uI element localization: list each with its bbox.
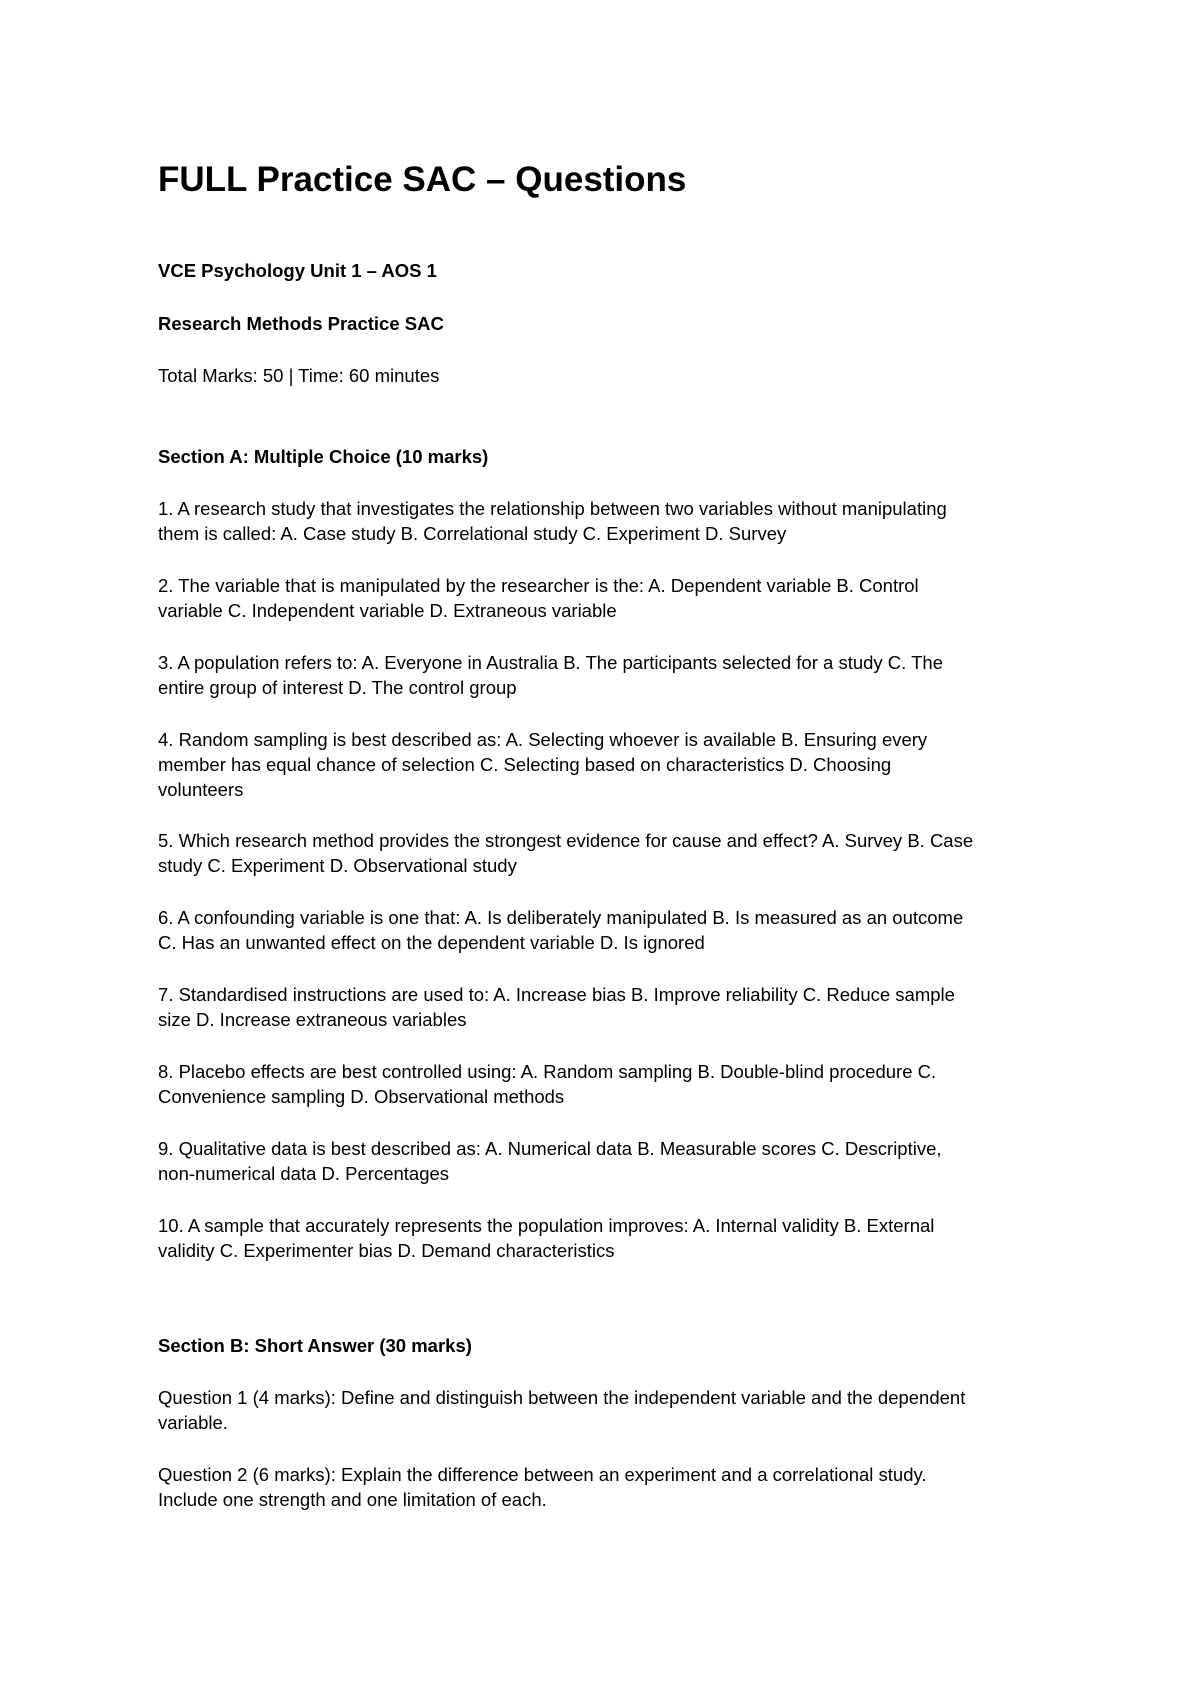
mc-question-5: [158, 828, 1058, 878]
question-line: Include one strength and one limitation of each.: [158, 1489, 547, 1510]
document-title: FULL Practice SAC – Questions: [158, 160, 687, 199]
section-b-heading: Section B: Short Answer (30 marks): [158, 1335, 472, 1356]
question-line: 6. A confounding variable is one that: A. Is deliberately manipulated B. Is measured as an outcome: [158, 907, 964, 928]
question-line: entire group of interest D. The control group: [158, 677, 517, 698]
question-line: them is called: A. Case study B. Correlational study C. Experiment D. Survey: [158, 523, 787, 544]
question-line: C. Has an unwanted effect on the dependent variable D. Is ignored: [158, 932, 705, 953]
mc-question-7: [158, 982, 1058, 1032]
question-line: variable C. Independent variable D. Extraneous variable: [158, 600, 617, 621]
question-line: variable.: [158, 1412, 228, 1433]
question-line: 5. Which research method provides the strongest evidence for cause and effect? A. Survey B. Case: [158, 830, 974, 851]
question-line: 9. Qualitative data is best described as: A. Numerical data B. Measurable scores C. Descriptive,: [158, 1138, 942, 1159]
question-line: 8. Placebo effects are best controlled using: A. Random sampling B. Double-blind procedure C.: [158, 1061, 937, 1082]
mc-question-10: [158, 1213, 1058, 1263]
course-subtitle: VCE Psychology Unit 1 – AOS 1: [158, 260, 437, 281]
short-answer-question-1: [158, 1385, 1058, 1435]
question-line: non-numerical data D. Percentages: [158, 1163, 450, 1184]
mc-question-6: [158, 905, 1058, 955]
question-line: size D. Increase extraneous variables: [158, 1009, 467, 1030]
mc-question-4: [158, 727, 1058, 802]
marks-time-info: Total Marks: 50 | Time: 60 minutes: [158, 365, 440, 386]
question-line: study C. Experiment D. Observational study: [158, 855, 517, 876]
question-line: 4. Random sampling is best described as: A. Selecting whoever is available B. Ensuring every: [158, 729, 928, 750]
short-answer-question-2: [158, 1462, 1058, 1512]
mc-question-8: [158, 1059, 1058, 1109]
section-a-heading: Section A: Multiple Choice (10 marks): [158, 446, 489, 467]
question-line: 2. The variable that is manipulated by the researcher is the: A. Dependent variable B. Control: [158, 575, 919, 596]
mc-question-1: [158, 496, 1058, 546]
question-line: member has equal chance of selection C. Selecting based on characteristics D. Choosing: [158, 754, 892, 775]
question-line: Question 1 (4 marks): Define and distinguish between the independent variable and the dependent: [158, 1387, 966, 1408]
question-line: 10. A sample that accurately represents the population improves: A. Internal validity B. External: [158, 1215, 935, 1236]
question-line: Convenience sampling D. Observational methods: [158, 1086, 565, 1107]
sac-heading: Research Methods Practice SAC: [158, 313, 444, 334]
mc-question-9: [158, 1136, 1058, 1186]
question-line: validity C. Experimenter bias D. Demand characteristics: [158, 1240, 615, 1261]
question-line: 3. A population refers to: A. Everyone in Australia B. The participants selected for a study C. The: [158, 652, 943, 673]
question-line: Question 2 (6 marks): Explain the difference between an experiment and a correlational study.: [158, 1464, 927, 1485]
mc-question-2: [158, 573, 1058, 623]
question-line: 1. A research study that investigates the relationship between two variables without manipulating: [158, 498, 947, 519]
question-line: volunteers: [158, 779, 244, 800]
mc-question-3: [158, 650, 1058, 700]
question-line: 7. Standardised instructions are used to: A. Increase bias B. Improve reliability C. Reduce sample: [158, 984, 955, 1005]
